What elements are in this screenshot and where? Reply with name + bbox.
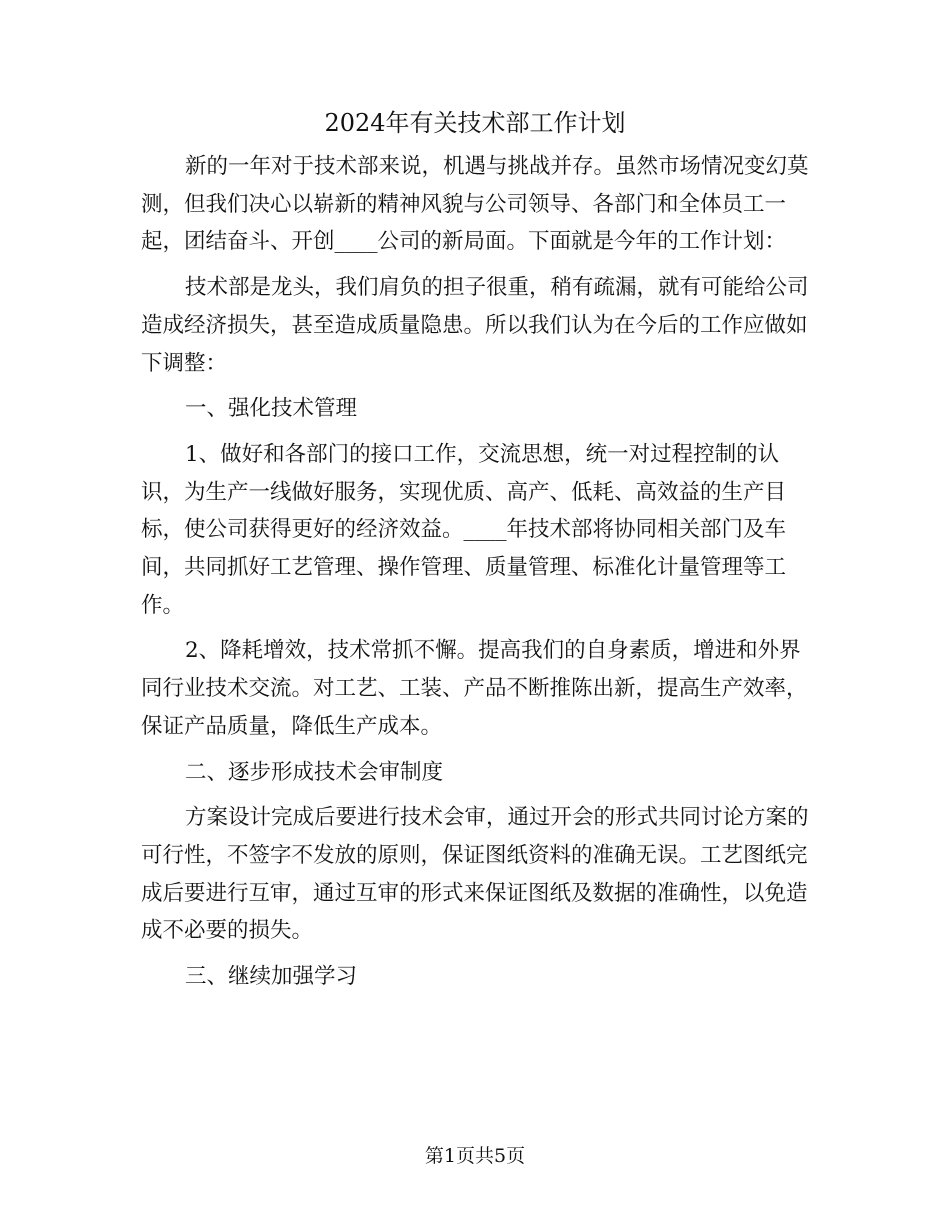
paragraph-review-system: 方案设计完成后要进行技术会审，通过开会的形式共同讨论方案的可行性，不签字不发放的原则，保证图纸资料的准确无误。工艺图纸完成后要进行互审，通过互审的形式来保证图纸及数据的准确性，以免造成不必要的损失。: [141, 805, 809, 944]
section-heading-3: 三、继续加强学习: [185, 964, 358, 990]
intro-paragraph: 新的一年对于技术部来说，机遇与挑战并存。虽然市场情况变幻莫测，但我们决心以崭新的精神风貌与公司领导、各部门和全体员工一起，团结奋斗、开创____公司的新局面。下面就是今年的工作计划：: [141, 154, 809, 255]
section-heading-1: 一、强化技术管理: [185, 396, 358, 422]
section-heading-2: 二、逐步形成技术会审制度: [185, 759, 444, 785]
document-title: 2024年有关技术部工作计划: [324, 109, 626, 137]
document-body: [141, 148, 809, 996]
paragraph-tech-dept-role: 技术部是龙头，我们肩负的担子很重，稍有疏漏，就有可能给公司造成经济损失，甚至造成质量隐患。所以我们认为在今后的工作应做如下调整：: [141, 275, 809, 376]
page-number-footer: 第1页共5页: [424, 1145, 526, 1167]
paragraph-item-2: 2、降耗增效，技术常抓不懈。提高我们的自身素质，增进和外界同行业技术交流。对工艺、工装、产品不断推陈出新，提高生产效率，保证产品质量，降低生产成本。: [141, 638, 808, 739]
paragraph-item-1: 1、做好和各部门的接口工作，交流思想，统一对过程控制的认识，为生产一线做好服务，实现优质、高产、低耗、高效益的生产目标，使公司获得更好的经济效益。____年技术部将协同相关部门及车间，共同抓好工艺管理、操作管理、质量管理、标准化计量管理等工作。: [141, 441, 787, 618]
